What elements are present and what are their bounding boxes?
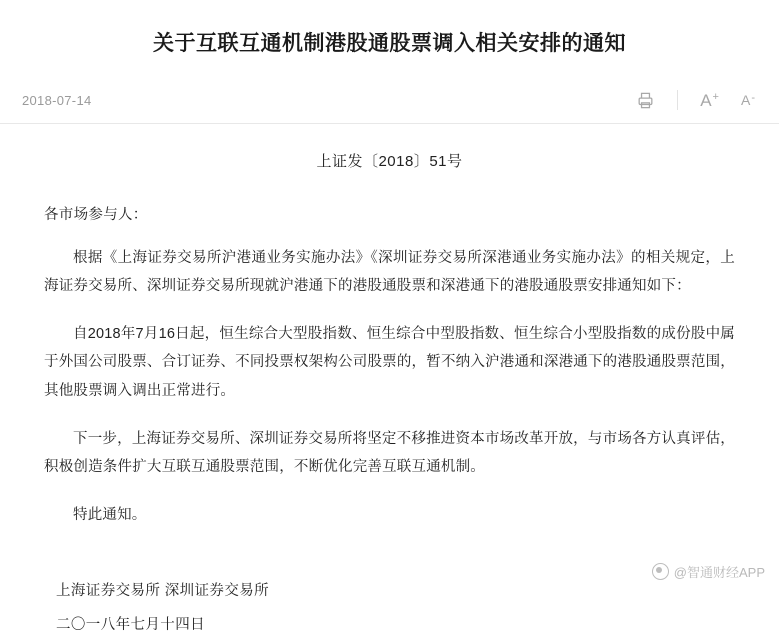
font-decrease-sup: - xyxy=(751,92,755,105)
paragraph: 下一步，上海证券交易所、深圳证券交易所将坚定不移推进资本市场改革开放，与市场各方认真评估，积极创造条件扩大互联互通股票范围，不断优化完善互联互通机制。 xyxy=(44,430,735,476)
meta-bar xyxy=(0,78,779,124)
signature-block xyxy=(44,574,735,643)
font-decrease-label: A xyxy=(740,92,751,109)
watermark-text: @智通财经APP xyxy=(673,565,765,581)
signature-date: 二〇一八年七月十四日 xyxy=(56,617,205,634)
page-title: 关于互联互通机制港股通股票调入相关安排的通知 xyxy=(153,32,626,56)
watermark-logo-icon xyxy=(652,563,669,580)
paragraph: 特此通知。 xyxy=(73,507,147,524)
signature-organizations: 上海证券交易所 深圳证券交易所 xyxy=(56,582,270,599)
watermark xyxy=(652,562,765,581)
font-increase-label: A xyxy=(700,90,712,110)
font-increase-button[interactable] xyxy=(700,92,719,109)
document-number: 上证发〔2018〕51号 xyxy=(316,152,463,170)
tool-divider xyxy=(677,90,678,110)
paragraph: 自2018年7月16日起，恒生综合大型股指数、恒生综合中型股指数、恒生综合小型股指数的成份股中属于外国公司股票、合订证券、不同投票权架构公司股票的，暂不纳入沪港通和深港通下的港股通股票范围，其他股票调入调出正常进行。 xyxy=(44,326,735,399)
salutation: 各市场参与人： xyxy=(44,206,148,223)
article-page xyxy=(0,14,779,634)
font-decrease-button[interactable] xyxy=(741,93,755,107)
printer-icon[interactable] xyxy=(636,91,655,110)
paragraph: 根据《上海证券交易所沪港通业务实施办法》《深圳证券交易所深港通业务实施办法》的相关规定，上海证券交易所、深圳证券交易所现就沪港通下的港股通股票和深港通下的港股通股票安排通知如下： xyxy=(44,249,735,294)
publish-date: 2018-07-14 xyxy=(22,92,92,108)
article-tools xyxy=(636,90,755,110)
font-increase-sup: + xyxy=(712,90,719,103)
